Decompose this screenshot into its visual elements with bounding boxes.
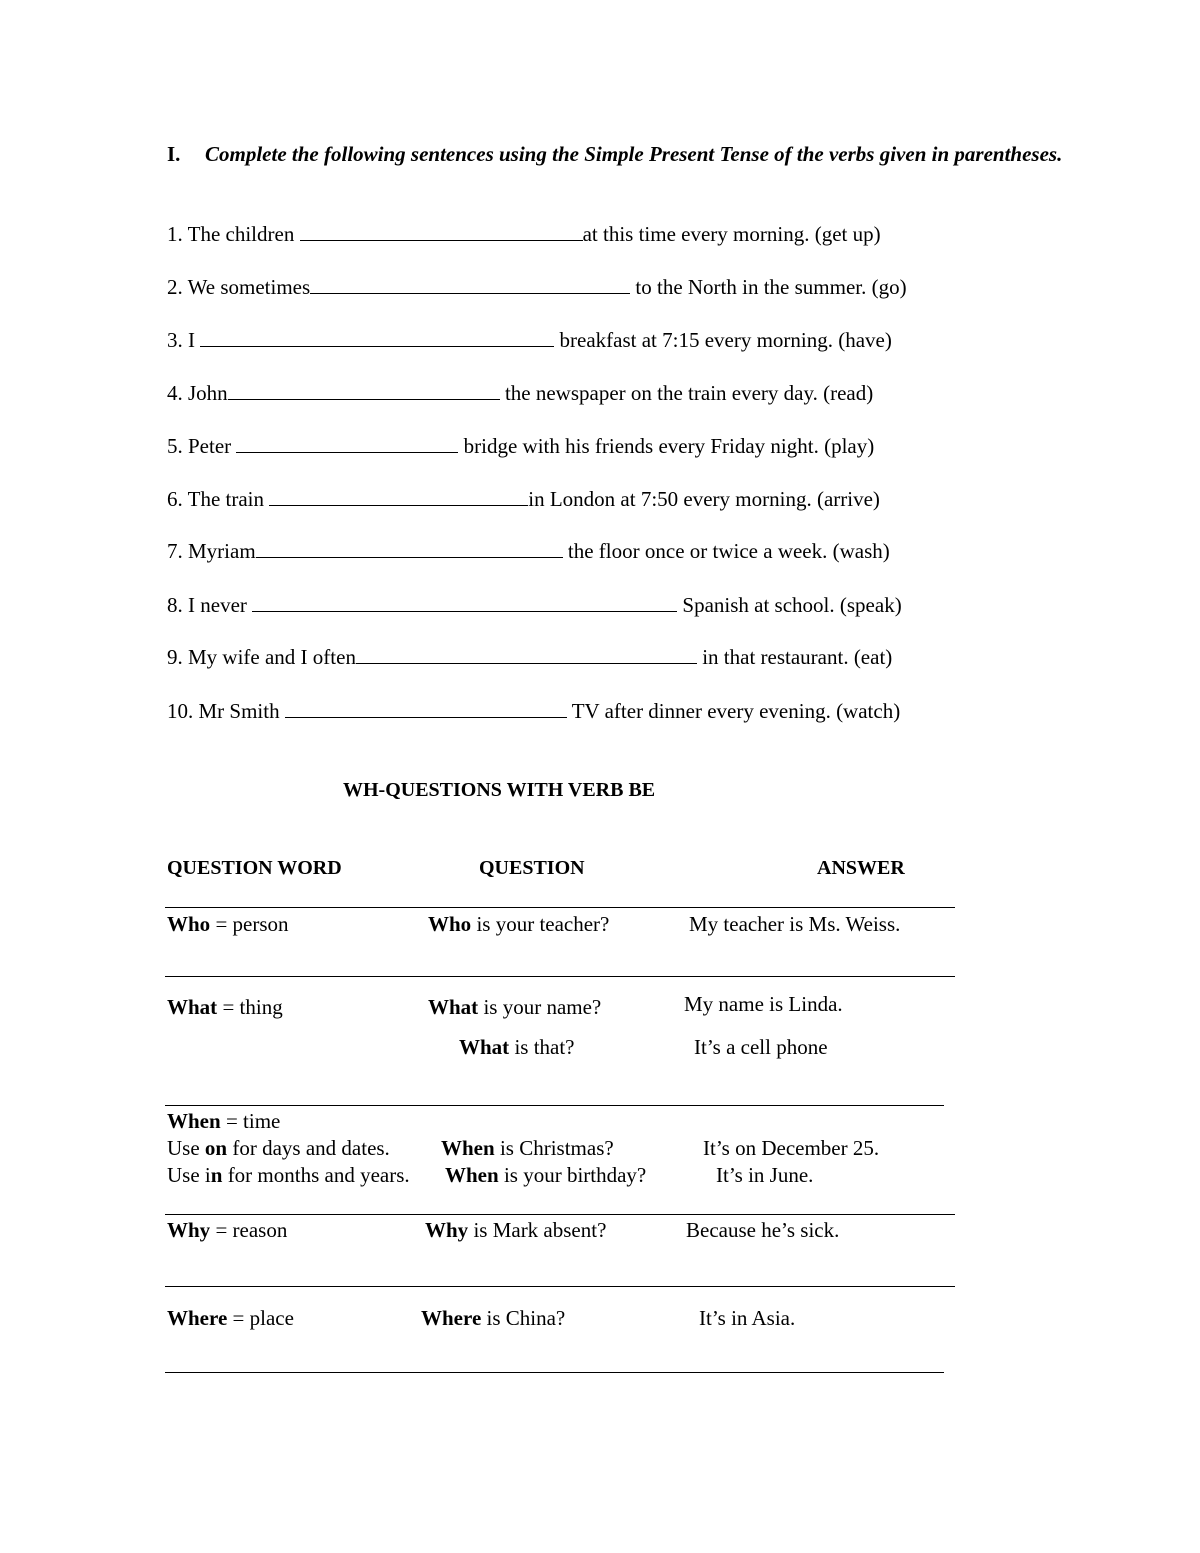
table-divider [165,1105,944,1106]
what-answer-1: My name is Linda. [684,992,843,1016]
when-note-text: for months and years. [222,1163,410,1187]
answer-blank-4[interactable] [228,379,500,400]
answer-blank-9[interactable] [356,643,697,664]
where-answer: It’s in Asia. [699,1306,796,1330]
when-answer-1: It’s on December 25. [703,1136,880,1160]
item-text-after: breakfast at 7:15 every morning. (have) [554,328,892,352]
what-word: What [167,995,218,1019]
item-text-before: 1. The children [167,222,300,246]
when-question-word: When [445,1163,499,1187]
when-meaning: = time [220,1109,281,1133]
why-word: Why [167,1218,211,1242]
item-text-after: bridge with his friends every Friday night. (play) [458,434,875,458]
column-header-answer: ANSWER [817,857,905,879]
exercise-number: I. [167,142,181,166]
answer-blank-6[interactable] [269,485,528,506]
who-question-cell [428,911,609,938]
item-text-before: 6. The train [167,487,270,511]
what-question-1-cell [428,994,601,1021]
when-note-text: Use i [167,1163,211,1187]
item-text-before: 7. Myriam [167,539,256,563]
exercise-item-4 [167,379,873,406]
who-question-word: Who [428,912,472,936]
answer-blank-2[interactable] [310,273,630,294]
item-text-before: 3. I [167,328,201,352]
who-meaning: = person [210,912,289,936]
exercise-instruction: Complete the following sentences using the Simple Present Tense of the verbs given in parentheses. [205,142,1063,166]
exercise-item-7 [167,537,890,564]
why-question-cell [425,1217,606,1244]
item-text-after: Spanish at school. (speak) [677,593,902,617]
column-header-question: QUESTION [479,857,585,879]
what-question-word: What [459,1035,510,1059]
item-text-after: to the North in the summer. (go) [630,275,907,299]
exercise-item-10 [167,697,900,724]
where-meaning: = place [227,1306,294,1330]
who-question-text: is your teacher? [471,912,610,936]
answer-blank-1[interactable] [300,220,583,241]
when-note-1 [167,1135,390,1162]
where-question-cell [421,1305,565,1332]
who-answer: My teacher is Ms. Weiss. [689,912,901,936]
exercise-item-3 [167,326,892,353]
exercise-item-6 [167,485,880,512]
when-word-cell [167,1108,280,1135]
item-text-before: 5. Peter [167,434,237,458]
why-question-word: Why [425,1218,469,1242]
exercise-item-5 [167,432,874,459]
why-word-cell [167,1217,287,1244]
exercise-heading [167,140,1077,168]
what-question-word: What [428,995,479,1019]
who-word-cell [167,911,289,938]
what-question-2-cell [459,1034,575,1061]
wh-section-title: WH-QUESTIONS WITH VERB BE [343,779,656,801]
why-answer: Because he’s sick. [686,1218,840,1242]
who-word: Who [167,912,211,936]
item-text-before: 10. Mr Smith [167,699,285,723]
exercise-item-1 [167,220,881,247]
item-text-after: TV after dinner every evening. (watch) [566,699,901,723]
exercise-item-9 [167,643,892,670]
when-answer-2: It’s in June. [716,1163,814,1187]
where-word-cell [167,1305,294,1332]
item-text-after: the floor once or twice a week. (wash) [562,539,890,563]
item-text-after: at this time every morning. (get up) [582,222,881,246]
what-question-text: is that? [509,1035,575,1059]
why-meaning: = reason [210,1218,288,1242]
when-note-bold: on [204,1136,228,1160]
answer-blank-3[interactable] [200,326,554,347]
where-question-word: Where [421,1306,482,1330]
table-divider [165,976,955,977]
answer-blank-7[interactable] [256,537,563,558]
when-note-bold: n [210,1163,223,1187]
exercise-item-8 [167,591,902,618]
why-question-text: is Mark absent? [468,1218,607,1242]
item-text-before: 8. I never [167,593,253,617]
item-text-after: in that restaurant. (eat) [696,645,893,669]
item-text-before: 9. My wife and I often [167,645,356,669]
when-note-text: for days and dates. [227,1136,390,1160]
table-divider [165,1372,944,1373]
when-word: When [167,1109,221,1133]
when-note-2 [167,1162,410,1189]
when-question-2-cell [445,1162,646,1189]
item-text-after: the newspaper on the train every day. (read) [499,381,874,405]
table-divider [165,1214,955,1215]
column-header-question-word: QUESTION WORD [167,857,342,879]
what-meaning: = thing [217,995,283,1019]
what-question-text: is your name? [478,995,602,1019]
answer-blank-5[interactable] [236,432,458,453]
where-word: Where [167,1306,228,1330]
item-text-before: 2. We sometimes [167,275,311,299]
answer-blank-8[interactable] [252,591,677,612]
when-note-text: Use [167,1136,205,1160]
where-question-text: is China? [481,1306,566,1330]
table-divider [165,907,955,908]
when-question-text: is your birthday? [498,1163,647,1187]
answer-blank-10[interactable] [285,697,567,718]
item-text-before: 4. John [167,381,228,405]
when-question-text: is Christmas? [494,1136,614,1160]
what-word-cell [167,994,283,1021]
table-divider [165,1286,955,1287]
exercise-item-2 [167,273,907,300]
item-text-after: in London at 7:50 every morning. (arrive) [528,487,880,511]
what-answer-2: It’s a cell phone [694,1035,828,1059]
when-question-1-cell [441,1135,614,1162]
when-question-word: When [441,1136,495,1160]
